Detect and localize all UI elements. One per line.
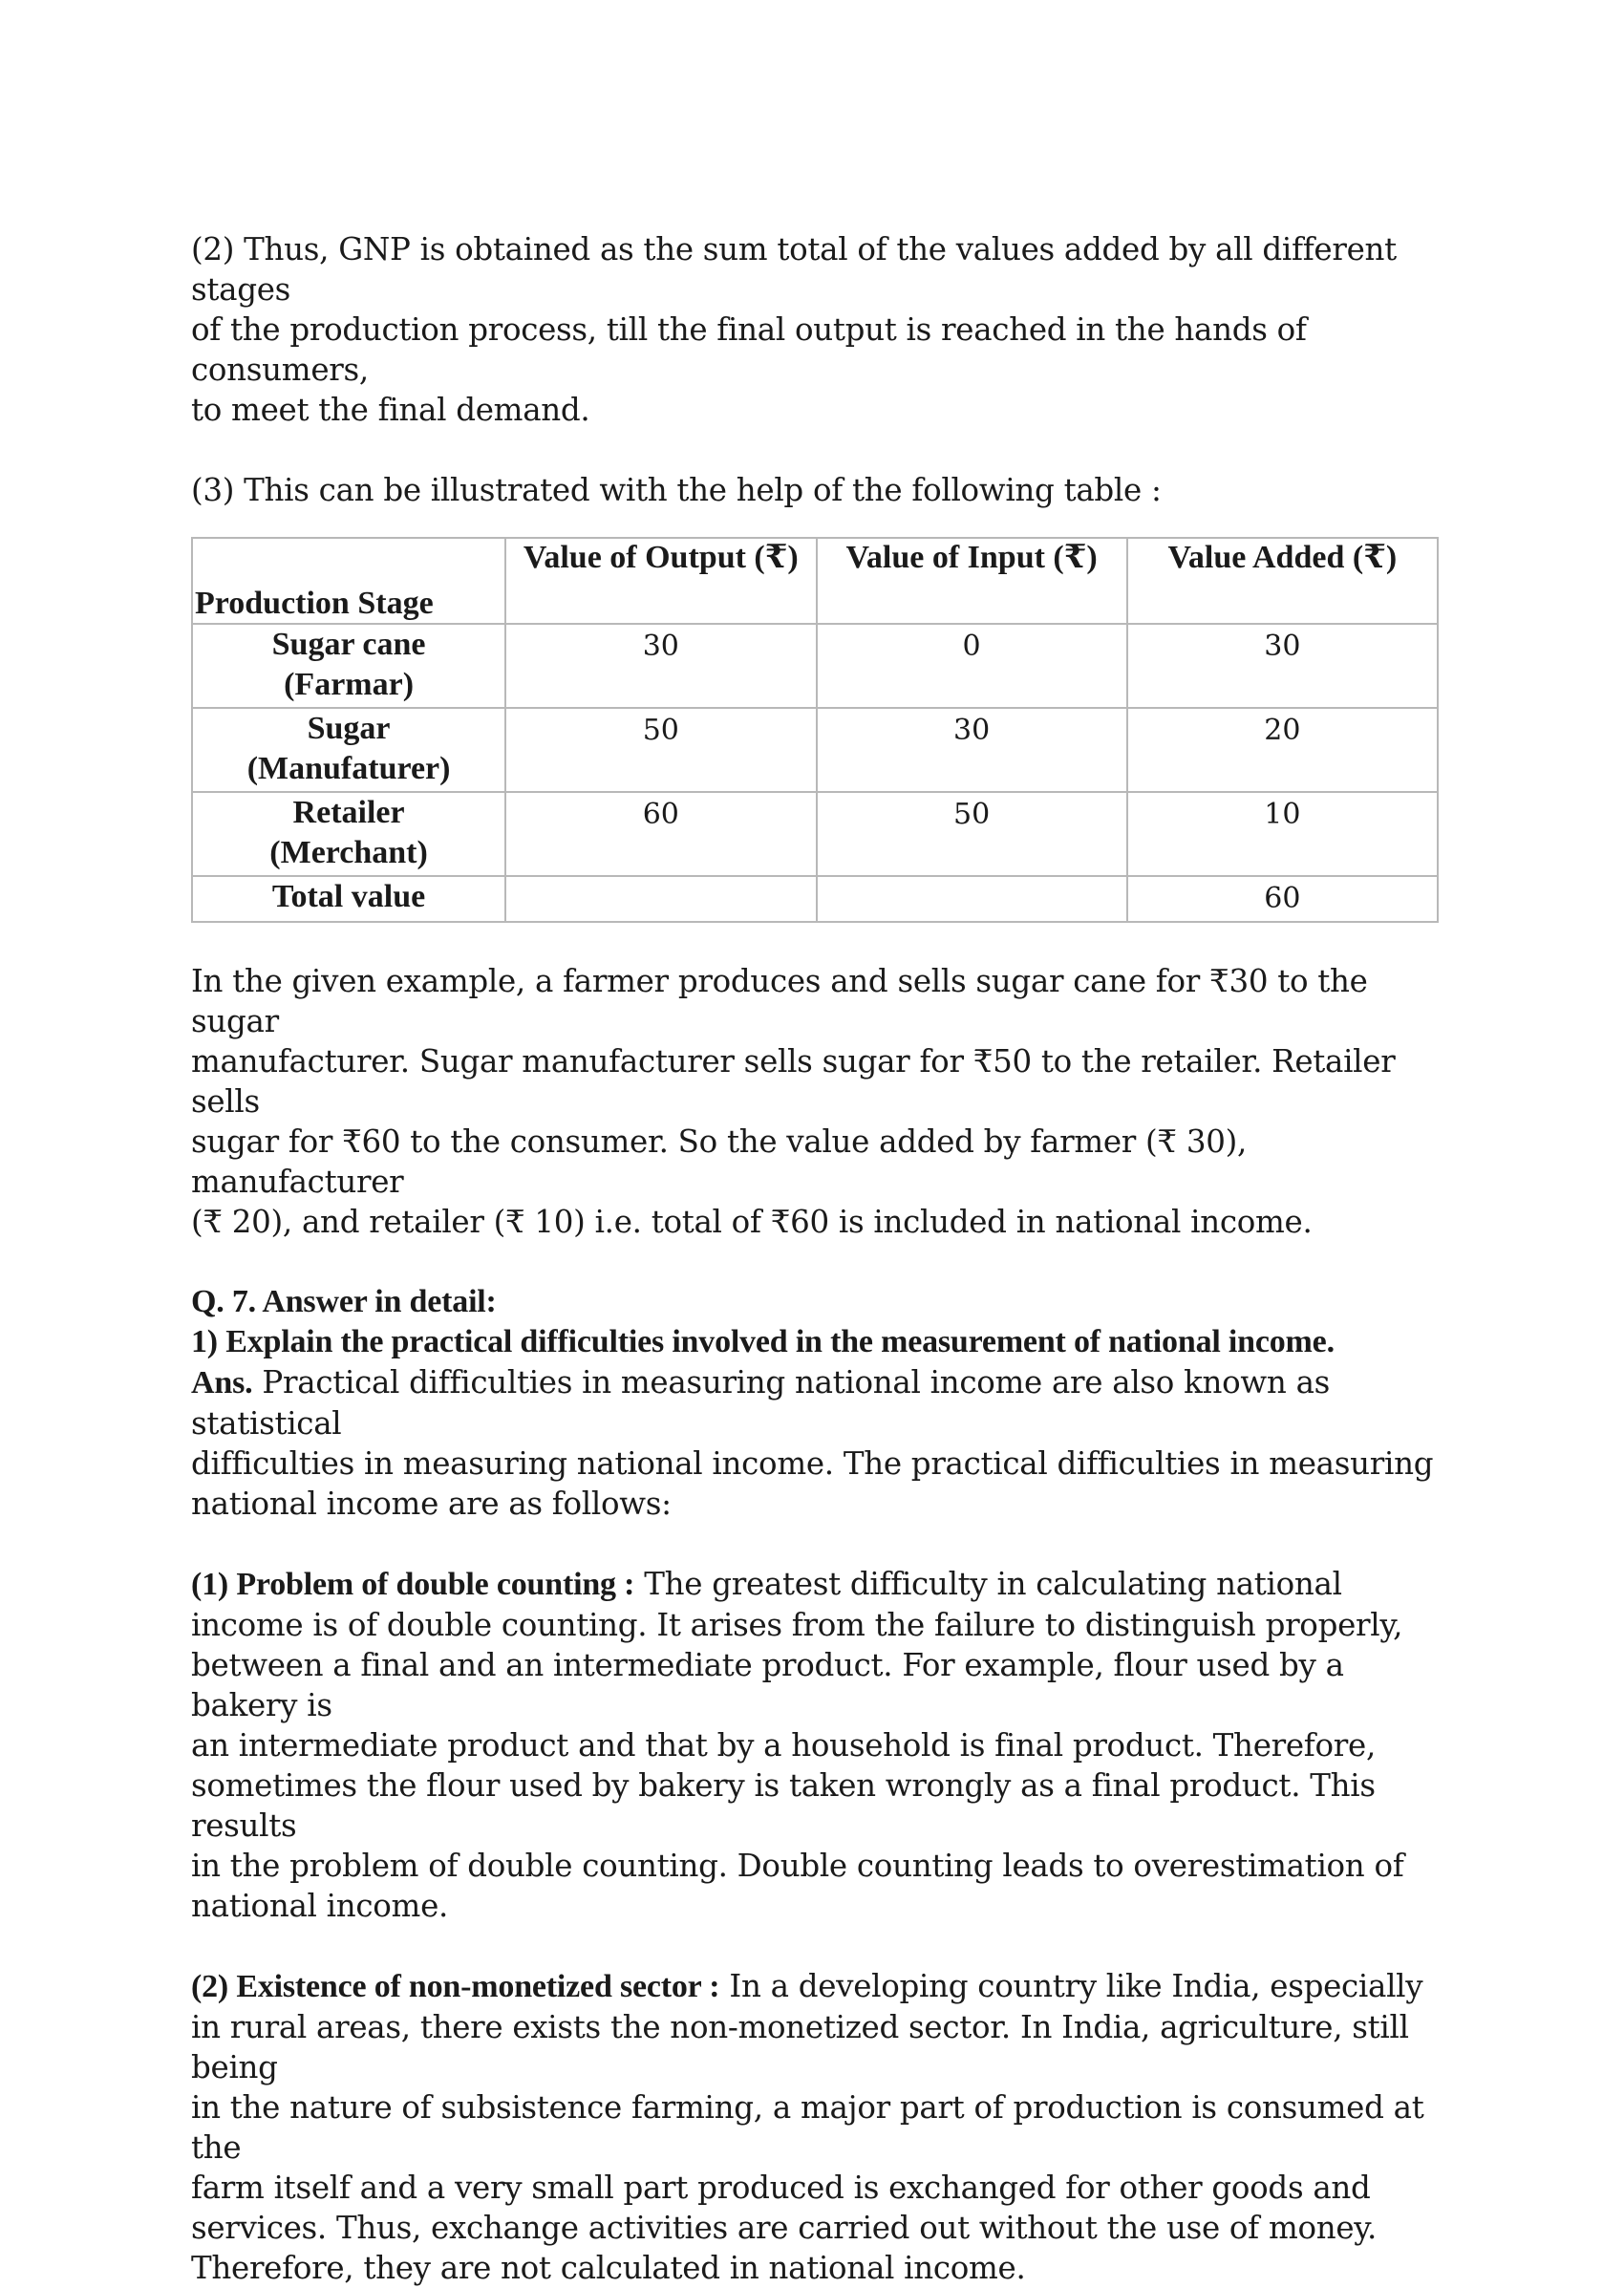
added-cell: 10 bbox=[1127, 792, 1438, 876]
total-label: Total value bbox=[192, 876, 505, 922]
table-intro: (3) This can be illustrated with the help of the following table : bbox=[191, 472, 1162, 508]
question-heading: Q. 7. Answer in detail: bbox=[191, 1284, 497, 1319]
point-line: in rural areas, there exists the non-monetized sector. In India, agriculture, still being bbox=[191, 2009, 1409, 2085]
total-input-cell bbox=[817, 876, 1127, 922]
value-added-table bbox=[191, 537, 1439, 923]
stage-name: Sugar cane bbox=[271, 627, 426, 662]
example-line: sugar for ₹60 to the consumer. So the value added by farmer (₹ 30), manufacturer bbox=[191, 1123, 1247, 1200]
example-line: (₹ 20), and retailer (₹ 10) i.e. total of ₹60 is included in national income. bbox=[191, 1204, 1313, 1240]
table-row bbox=[192, 792, 1438, 876]
point-line: an intermediate product and that by a household is final product. Therefore, bbox=[191, 1727, 1376, 1764]
added-cell: 30 bbox=[1127, 624, 1438, 708]
stage-cell bbox=[192, 708, 505, 792]
table-row bbox=[192, 708, 1438, 792]
example-line: In the given example, a farmer produces and sells sugar cane for ₹30 to the sugar bbox=[191, 963, 1368, 1039]
total-added-cell: 60 bbox=[1127, 876, 1438, 922]
table-total-row bbox=[192, 876, 1438, 922]
point-line: in the problem of double counting. Double counting leads to overestimation of bbox=[191, 1848, 1404, 1884]
input-cell: 30 bbox=[817, 708, 1127, 792]
point-line: income is of double counting. It arises from the failure to distinguish properly, bbox=[191, 1607, 1403, 1643]
table-header-row bbox=[192, 538, 1438, 624]
example-line: manufacturer. Sugar manufacturer sells sugar for ₹50 to the retailer. Retailer sells bbox=[191, 1043, 1396, 1120]
header-value-of-input: Value of Input (₹) bbox=[817, 538, 1127, 624]
point-title: (1) Problem of double counting : bbox=[191, 1567, 635, 1602]
point-line: sometimes the flour used by bakery is taken wrongly as a final product. This results bbox=[191, 1767, 1376, 1844]
paragraph-line: to meet the final demand. bbox=[191, 392, 590, 428]
point-line: in the nature of subsistence farming, a major part of production is consumed at the bbox=[191, 2089, 1424, 2166]
point-line: between a final and an intermediate product. For example, flour used by a bakery is bbox=[191, 1647, 1344, 1723]
point-line: Therefore, they are not calculated in national income. bbox=[191, 2250, 1026, 2286]
answer-line: difficulties in measuring national income. The practical difficulties in measuring bbox=[191, 1445, 1434, 1482]
added-cell: 20 bbox=[1127, 708, 1438, 792]
stage-role: (Manufaturer) bbox=[246, 751, 451, 786]
paragraph-line: of the production process, till the final output is reached in the hands of consumers, bbox=[191, 311, 1307, 388]
output-cell: 60 bbox=[505, 792, 816, 876]
input-cell: 0 bbox=[817, 624, 1127, 708]
point-text: The greatest difficulty in calculating national bbox=[634, 1566, 1342, 1602]
answer-text: Practical difficulties in measuring national income are also known as statistical bbox=[191, 1364, 1331, 1442]
point-text: In a developing country like India, especially bbox=[719, 1968, 1423, 2004]
answer-line: national income are as follows: bbox=[191, 1486, 672, 1522]
point-line bbox=[191, 1966, 1442, 2007]
stage-cell bbox=[192, 792, 505, 876]
table-row bbox=[192, 624, 1438, 708]
stage-name: Sugar bbox=[307, 711, 391, 746]
question-subheading: 1) Explain the practical difficulties involved in the measurement of national income. bbox=[191, 1324, 1335, 1359]
paragraph-line: (2) Thus, GNP is obtained as the sum total of the values added by all different stages bbox=[191, 231, 1397, 308]
stage-name: Retailer bbox=[292, 795, 405, 830]
point-title: (2) Existence of non-monetized sector : bbox=[191, 1969, 720, 2004]
point-line: services. Thus, exchange activities are carried out without the use of money. bbox=[191, 2210, 1378, 2246]
output-cell: 50 bbox=[505, 708, 816, 792]
header-value-of-output: Value of Output (₹) bbox=[505, 538, 816, 624]
input-cell: 50 bbox=[817, 792, 1127, 876]
document-page bbox=[191, 229, 1442, 2288]
stage-role: (Farmar) bbox=[284, 667, 415, 702]
answer-label: Ans. bbox=[191, 1365, 253, 1401]
point-line: farm itself and a very small part produced is exchanged for other goods and bbox=[191, 2170, 1371, 2206]
output-cell: 30 bbox=[505, 624, 816, 708]
answer-line bbox=[191, 1362, 1442, 1443]
stage-role: (Merchant) bbox=[269, 835, 428, 870]
header-production-stage: Production Stage bbox=[192, 538, 505, 624]
point-line: national income. bbox=[191, 1888, 449, 1924]
total-output-cell bbox=[505, 876, 816, 922]
header-value-added: Value Added (₹) bbox=[1127, 538, 1438, 624]
point-line bbox=[191, 1564, 1442, 1605]
stage-cell bbox=[192, 624, 505, 708]
